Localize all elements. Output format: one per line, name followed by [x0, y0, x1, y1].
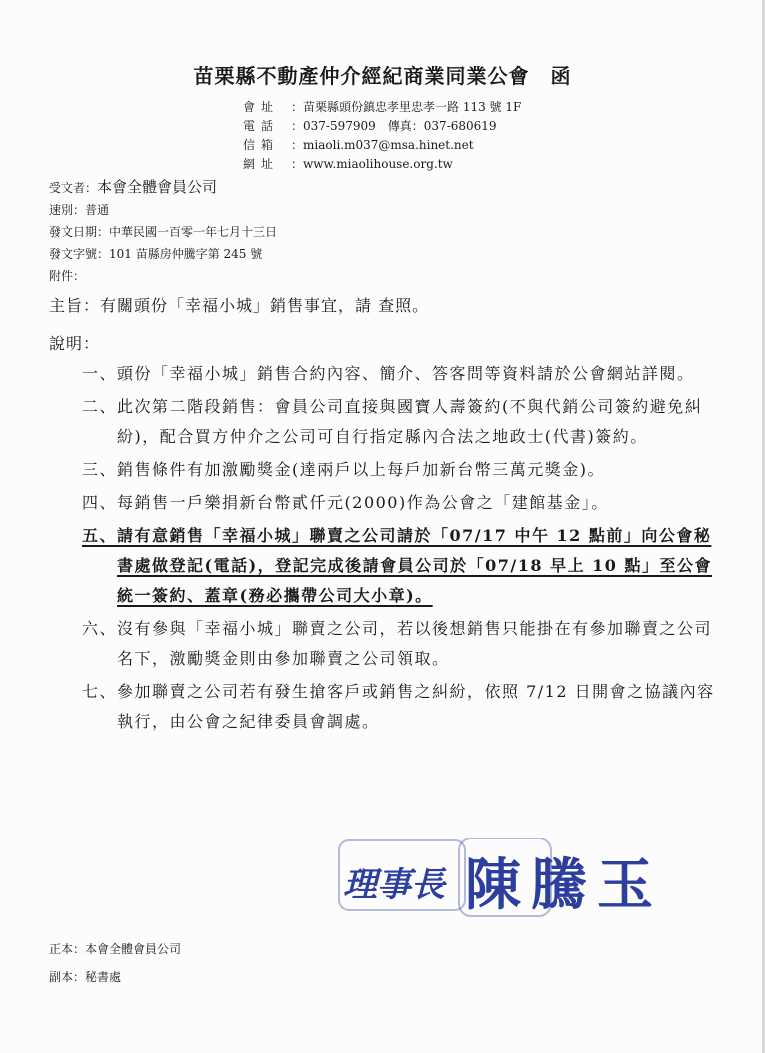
list-item — [82, 488, 722, 518]
list-item — [82, 392, 722, 452]
list-item — [82, 677, 722, 737]
item-text: 每銷售一戶樂捐新台幣貳仟元(2000)作為公會之「建館基金」。 — [117, 493, 609, 512]
chairman-seal — [337, 838, 685, 920]
item-text: 此次第二階段銷售：會員公司直接與國寶人壽簽約(不與代銷公司簽約避免糾紛)，配合買方仲介之公司可自行指定縣內合法之地政士(代書)簽約。 — [117, 397, 703, 446]
document-title: 苗栗縣不動產仲介經紀商業同業公會 函 — [193, 64, 572, 88]
list-item — [82, 455, 722, 485]
contact-label: 會址 — [243, 100, 280, 114]
contact-label: 電話 — [243, 119, 280, 133]
list-item — [82, 359, 722, 389]
contact-address: 會址 ：苗栗縣頭份鎮忠孝里忠孝一路 113 號 1F — [243, 98, 521, 117]
recipient-line — [49, 176, 277, 199]
item-text: 銷售條件有加激勵獎金(達兩戶以上每戶加新台幣三萬元獎金)。 — [117, 460, 606, 479]
explanation-list — [82, 359, 722, 740]
contact-phone: 電話 ：037-597909 傳真：037-680619 — [243, 117, 521, 136]
recipient-label: 受文者： — [49, 181, 98, 195]
item-text: 沒有參與「幸福小城」聯賣之公司，若以後想銷售只能掛在有參加聯賣之公司名下，激勵獎金則由參加聯賣之公司領取。 — [117, 619, 713, 668]
attachment-line: 附件： — [49, 269, 86, 283]
item-number: 二、 — [82, 397, 118, 416]
item-number: 三、 — [82, 460, 118, 479]
item-number: 四、 — [82, 493, 118, 512]
list-item — [82, 614, 722, 674]
item-number: 五、 — [82, 526, 118, 545]
document-footer — [49, 935, 181, 991]
document-header — [49, 176, 277, 287]
contact-website: 網址 ：www.miaolihouse.org.tw — [243, 155, 521, 174]
copy-recipients: 副本：秘書處 — [49, 970, 122, 984]
contact-block — [243, 98, 521, 174]
item-text: 頭份「幸福小城」銷售合約內容、簡介、答客問等資料請於公會網站詳閱。 — [117, 364, 695, 383]
subject-line: 主旨：有關頭份「幸福小城」銷售事宜，請 查照。 — [49, 296, 430, 315]
item-text: 請有意銷售「幸福小城」聯賣之公司請於「07/17 中午 12 點前」向公會秘書處做登記(電話)，登記完成後請會員公司於「07/18 早上 10 點」至公會統一簽約、蓋章(務必攜帶公司大小章)。 — [117, 526, 713, 605]
contact-value: 苗栗縣頭份鎮忠孝里忠孝一路 113 號 1F — [303, 100, 522, 114]
item-number: 六、 — [82, 619, 118, 638]
contact-value: 037-597909 傳真：037-680619 — [303, 119, 497, 133]
recipient: 本會全體會員公司 — [97, 178, 218, 196]
item-number: 一、 — [82, 364, 118, 383]
date-line: 發文日期：中華民國一百零一年七月十三日 — [49, 225, 278, 239]
item-number: 七、 — [82, 682, 118, 701]
item-text: 參加聯賣之公司若有發生搶客戶或銷售之糾紛，依照 7/12 日開會之協議內容執行，由公會之紀律委員會調處。 — [117, 682, 715, 731]
reference-line: 發文字號：101 苗縣房仲騰字第 245 號 — [49, 247, 263, 261]
speed-line: 速別：普通 — [49, 203, 110, 217]
list-item-highlighted — [82, 521, 722, 611]
contact-email: 信箱 ：miaoli.m037@msa.hinet.net — [243, 136, 521, 155]
contact-value: www.miaolihouse.org.tw — [303, 157, 453, 171]
contact-value: miaoli.m037@msa.hinet.net — [303, 138, 474, 152]
contact-label: 網址 — [243, 157, 280, 171]
seal-title-text: 理事長 — [343, 865, 445, 905]
explanation-label: 說明： — [49, 334, 101, 353]
seal-name-text: 陳騰玉 — [465, 852, 663, 918]
original-recipients: 正本：本會全體會員公司 — [49, 942, 182, 956]
contact-label: 信箱 — [243, 138, 280, 152]
